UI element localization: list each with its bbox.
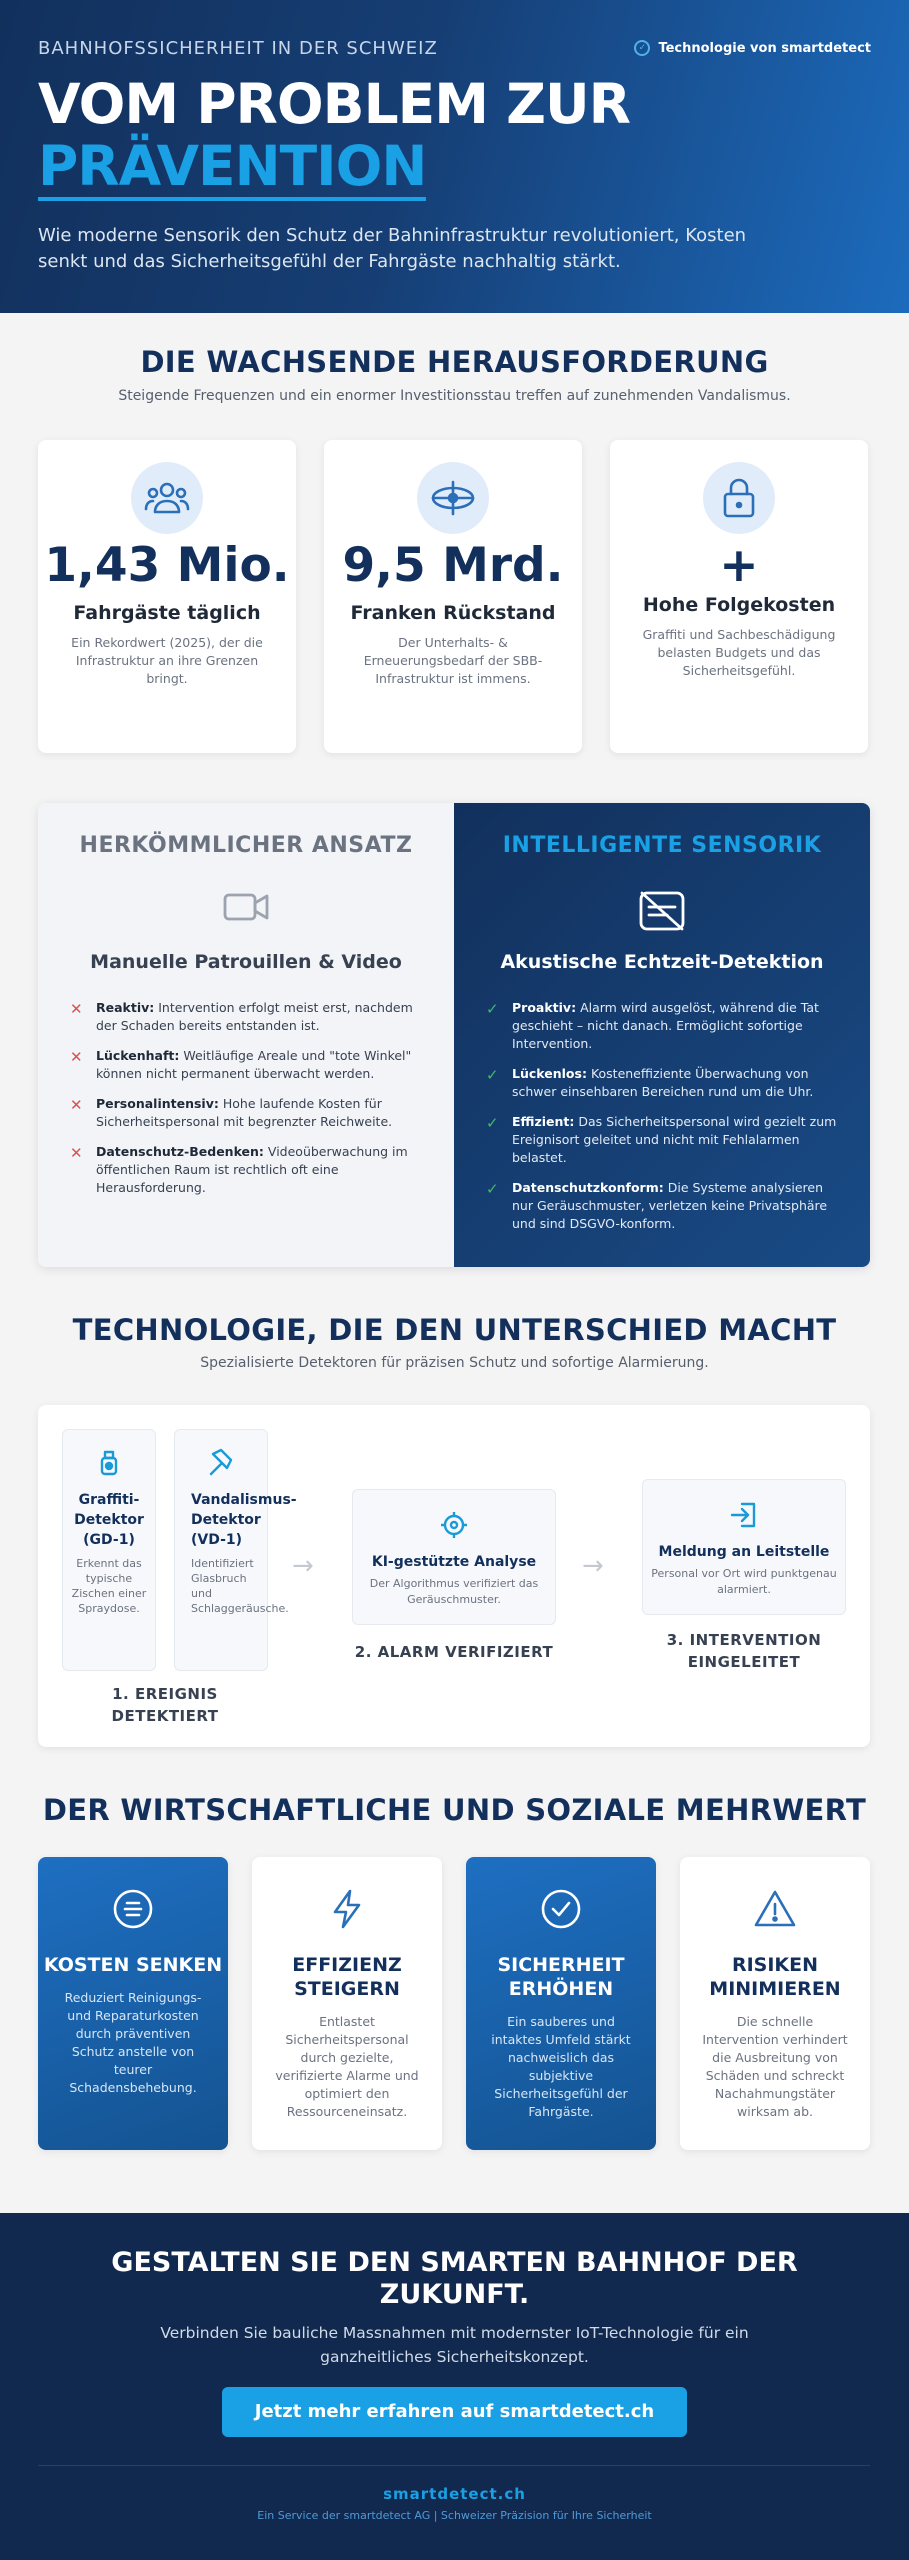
value-card-description: Reduziert Reinigungs- und Reparaturkosten durch präventiven Schutz anstelle von teurer Schadensbehebung. [64,1990,202,2095]
technology-title: TECHNOLOGIE, DIE DEN UNTERSCHIED MACHT [72,1313,837,1347]
traditional-subtitle: Manuelle Patrouillen & Video [90,951,402,973]
arrow-right-icon: → [292,1551,314,1581]
coin-icon [111,1887,155,1931]
lightning-icon [325,1887,369,1931]
list-item: ✕ Lückenhaft: Weitläufige Areale und "tote Winkel" können nicht permanent überwacht werden. [70,1048,412,1081]
stat-card [610,440,868,753]
hero-kicker: BAHNHOFSSICHERHEIT IN DER SCHWEIZ [38,38,438,59]
challenge-title: DIE WACHSENDE HERAUSFORDERUNG [140,345,769,379]
value-card-title: RISIKEN MINIMIEREN [709,1954,841,2000]
brand-link[interactable]: smartdetect.ch [383,2485,526,2503]
report-title: Meldung an Leitstelle [658,1544,830,1560]
divider [38,2465,870,2466]
graffiti-detector [62,1429,156,1671]
stat-label: Franken Rückstand [350,602,556,624]
stat-card [38,440,296,753]
lock-icon [703,462,775,534]
stat-value: 9,5 Mrd. [342,538,564,593]
cta-title: GESTALTEN SIE DEN SMARTEN BAHNHOF DER ZUKUNFT. [111,2247,798,2310]
smart-title: INTELLIGENTE SENSORIK [502,833,822,858]
step-3-label: 3. INTERVENTION EINGELEITET [666,1631,822,1671]
list-item: ✓ Datenschutzkonform: Die Systeme analysieren nur Geräuschmuster, verletzen keine Privatsphäre und sind DSGVO-konform. [486,1180,828,1231]
stat-label: Hohe Folgekosten [642,594,836,616]
value-card-title: SICHERHEIT ERHÖHEN [497,1954,625,2000]
money-icon [417,462,489,534]
hero-lead: Wie moderne Sensorik den Schutz der Bahninfrastruktur revolutioniert, Kosten senkt und das Sicherheitsgefühl der Fahrgäste nachhaltig stärkt. [38,225,747,272]
hero-title-line2: PRÄVENTION [38,135,426,201]
cross-icon: ✕ [70,1096,83,1114]
list-item: ✕ Datenschutz-Bedenken: Videoüberwachung im öffentlichen Raum ist rechtlich oft eine Herausforderung. [70,1144,408,1195]
stat-value: 1,43 Mio. [44,538,290,593]
comparison-panel [38,803,870,1267]
arrow-right-icon: → [582,1551,604,1581]
value-card [680,1857,870,2150]
control-center-box [642,1479,846,1615]
value-card [466,1857,656,2150]
check-icon: ✓ [486,1066,499,1084]
analysis-description: Der Algorithmus verifiziert das Geräuschmuster. [369,1577,539,1606]
detector-description: Erkennt das typische Zischen einer Spraydose. [71,1557,147,1615]
challenge-subtitle: Steigende Frequenzen und ein enormer Investitionsstau treffen auf zunehmenden Vandalismus. [118,388,791,404]
value-card [38,1857,228,2150]
check-icon: ✓ [486,1114,499,1132]
spray-can-icon [96,1448,122,1476]
check-circle-icon: ✓ [634,40,650,56]
login-icon [728,1500,760,1530]
detector-description: Identifiziert Glasbruch und Schlaggeräusche. [191,1557,289,1615]
traditional-list [70,999,430,1209]
cross-icon: ✕ [70,1144,83,1162]
detector-title: Vandalismus-Detektor (VD-1) [191,1492,297,1548]
ai-analysis-box [352,1489,556,1625]
value-card-description: Entlastet Sicherheitspersonal durch gezielte, verifizierte Alarme und optimiert den Ressourceneinsatz. [275,2014,419,2119]
stat-description: Graffiti und Sachbeschädigung belasten Budgets und das Sicherheitsgefühl. [642,627,836,678]
stat-value: + [719,538,759,593]
technology-flow [38,1405,870,1747]
hero-header [0,0,909,313]
video-camera-icon [38,887,454,927]
stat-card [324,440,582,753]
value-card-title: EFFIZIENZ STEIGERN [292,1954,402,2000]
traditional-approach [38,803,454,1267]
list-item: ✓ Effizient: Das Sicherheitspersonal wird gezielt zum Ereignisort geleitet und nicht mit Fehlalarmen belastet. [486,1114,837,1165]
hero-title-line1: VOM PROBLEM ZUR [38,72,630,136]
check-icon: ✓ [486,1000,499,1018]
value-card [252,1857,442,2150]
stat-label: Fahrgäste täglich [73,602,261,624]
step-2-label: 2. ALARM VERIFIZIERT [354,1643,554,1661]
list-item: ✓ Proaktiv: Alarm wird ausgelöst, während die Tat geschieht – nicht danach. Ermöglicht sofortige Intervention. [486,1000,819,1051]
list-item: ✓ Lückenlos: Kosteneffiziente Überwachung von schwer einsehbaren Bereichen rund um die Uhr. [486,1066,814,1099]
step-1-label: 1. EREIGNIS DETEKTIERT [111,1685,219,1725]
cta-description: Verbinden Sie bauliche Massnahmen mit modernster IoT-Technologie für ein ganzheitliches Sicherheitskonzept. [160,2324,749,2366]
detector-title: Graffiti-Detektor (GD-1) [74,1492,144,1548]
technology-subtitle: Spezialisierte Detektoren für präzisen Schutz und sofortige Alarmierung. [200,1355,709,1371]
hammer-icon [207,1448,237,1476]
stat-description: Der Unterhalts- & Erneuerungsbedarf der SBB-Infrastruktur ist immens. [363,635,543,686]
check-circle-icon [539,1887,583,1931]
list-item: ✕ Personalintensiv: Hohe laufende Kosten für Sicherheitspersonal mit begrenzter Reichweite. [70,1096,393,1129]
warning-icon [753,1887,797,1931]
check-icon: ✓ [486,1180,499,1198]
traditional-title: HERKÖMMLICHER ANSATZ [79,833,413,858]
gear-icon [439,1510,469,1540]
stat-description: Ein Rekordwert (2025), der die Infrastruktur an ihre Grenzen bringt. [71,635,263,686]
value-title: DER WIRTSCHAFTLICHE UND SOZIALE MEHRWERT [42,1793,867,1827]
people-icon [131,462,203,534]
sensor-off-icon [454,887,870,935]
analysis-title: KI-gestützte Analyse [371,1554,537,1570]
cross-icon: ✕ [70,1048,83,1066]
value-card-title: KOSTEN SENKEN [43,1954,223,1976]
smart-sensor-approach [454,803,870,1267]
smart-list [486,999,846,1245]
report-description: Personal vor Ort wird punktgenau alarmiert. [651,1567,837,1596]
cta-footer [0,2213,909,2560]
cross-icon: ✕ [70,1000,83,1018]
badge-label: Technologie von smartdetect [658,40,871,56]
footer-fineprint: Ein Service der smartdetect AG | Schweizer Präzision für Ihre Sicherheit [257,2509,652,2522]
vandalism-detector [174,1429,297,1671]
list-item: ✕ Reaktiv: Intervention erfolgt meist erst, nachdem der Schaden bereits entstanden ist. [70,1000,413,1033]
value-card-description: Die schnelle Intervention verhindert die Ausbreitung von Schäden und schreckt Nachahmungstäter wirksam ab. [702,2014,848,2119]
learn-more-button[interactable]: Jetzt mehr erfahren auf smartdetect.ch [222,2387,687,2437]
technology-badge [634,40,871,56]
value-card-description: Ein sauberes und intaktes Umfeld stärkt nachweislich das subjektive Sicherheitsgefühl der Fahrgäste. [491,2014,631,2119]
smart-subtitle: Akustische Echtzeit-Detektion [500,951,824,973]
